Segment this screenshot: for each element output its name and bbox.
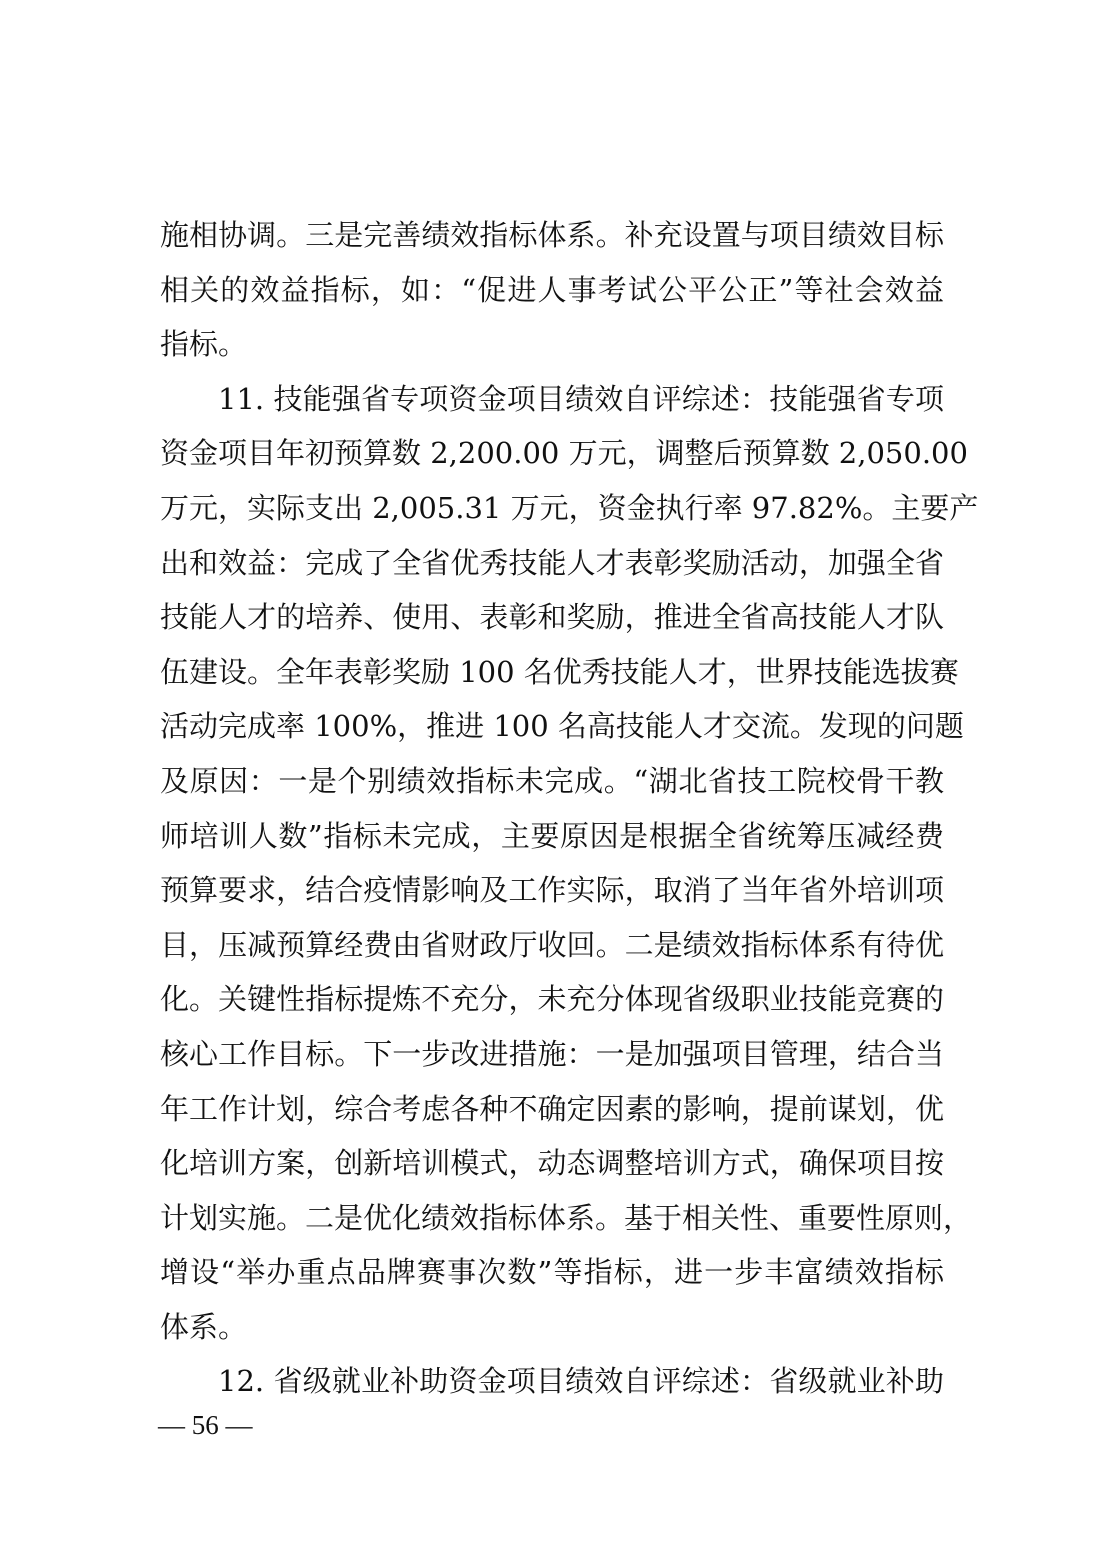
section-heading-line: 12. 省级就业补助资金项目绩效自评综述：省级就业补助 <box>218 1364 944 1399</box>
text-line: 化培训方案，创新培训模式，动态调整培训方式，确保项目按 <box>160 1146 944 1181</box>
text-line: 指标。 <box>160 327 248 362</box>
page-number: — 56 — <box>158 1410 253 1440</box>
text-line: 伍建设。全年表彰奖励 100 名优秀技能人才，世界技能选拔赛 <box>160 654 959 689</box>
text-line: 目，压减预算经费由省财政厅收回。二是绩效指标体系有待优 <box>160 927 944 962</box>
text-line: 相关的效益指标，如：“促进人事考试公平公正”等社会效益 <box>160 272 944 307</box>
text-line: 施相协调。三是完善绩效指标体系。补充设置与项目绩效目标 <box>160 218 944 252</box>
text-line: 计划实施。二是优化绩效指标体系。基于相关性、重要性原则， <box>160 1200 973 1235</box>
text-line: 年工作计划，综合考虑各种不确定因素的影响，提前谋划，优 <box>160 1091 944 1126</box>
section-heading-line: 11. 技能强省专项资金项目绩效自评综述：技能强省专项 <box>218 381 944 416</box>
text-line: 预算要求，结合疫情影响及工作实际，取消了当年省外培训项 <box>160 873 944 908</box>
text-line: 化。关键性指标提炼不充分，未充分体现省级职业技能竞赛的 <box>160 982 944 1017</box>
text-line: 出和效益：完成了全省优秀技能人才表彰奖励活动，加强全省 <box>160 545 944 580</box>
text-line: 万元，实际支出 2,005.31 万元，资金执行率 97.82%。主要产 <box>160 490 979 525</box>
text-line: 增设“举办重点品牌赛事次数”等指标，进一步丰富绩效指标 <box>160 1255 944 1290</box>
paragraph-10-tail <box>160 208 944 372</box>
text-line: 活动完成率 100%，推进 100 名高技能人才交流。发现的问题 <box>160 709 964 744</box>
text-line: 及原因：一是个别绩效指标未完成。“湖北省技工院校骨干教 <box>160 763 944 798</box>
text-line: 师培训人数”指标未完成，主要原因是根据全省统筹压减经费 <box>160 818 944 853</box>
text-line: 技能人才的培养、使用、表彰和奖励，推进全省高技能人才队 <box>160 600 944 635</box>
document-body <box>160 208 979 1409</box>
paragraph-11-skills-fund <box>160 372 979 1355</box>
text-line: 资金项目年初预算数 2,200.00 万元，调整后预算数 2,050.00 <box>160 436 968 471</box>
text-line: 核心工作目标。下一步改进措施：一是加强项目管理，结合当 <box>160 1036 944 1071</box>
text-line: 体系。 <box>160 1309 248 1344</box>
paragraph-12-employment-fund <box>160 1354 944 1409</box>
